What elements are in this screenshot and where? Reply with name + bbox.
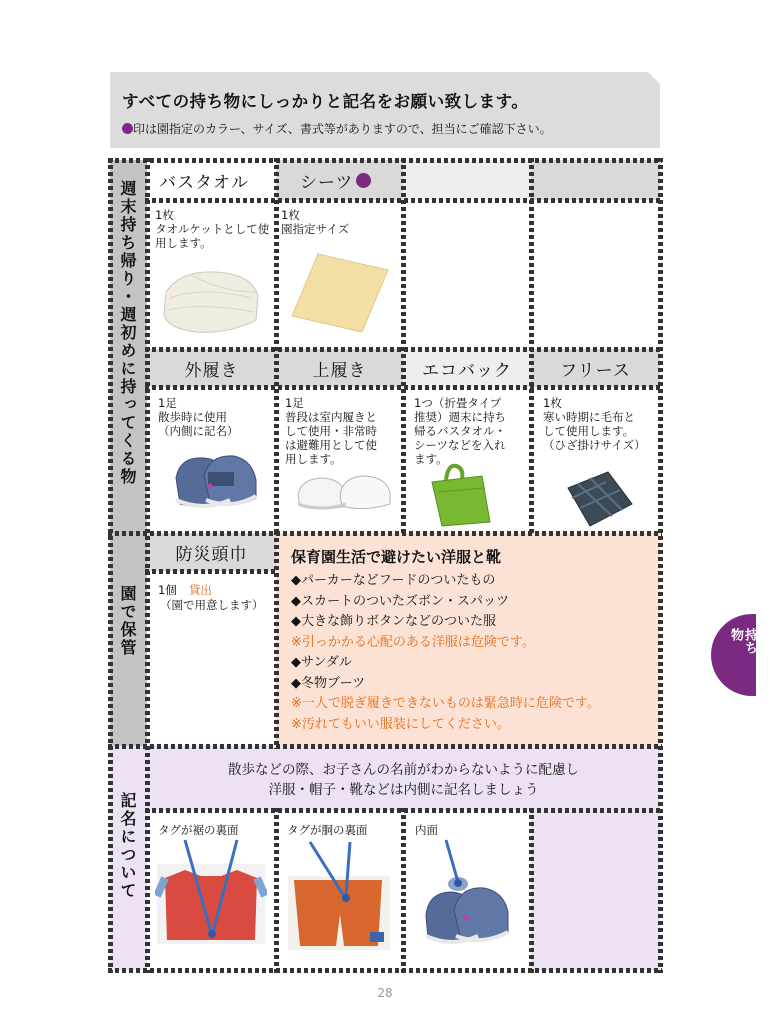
section-weekend-label: 週末持ち帰り・週初めに持ってくる物: [118, 180, 137, 486]
grid-line: [529, 158, 534, 536]
sheets-header: シーツ: [276, 160, 403, 200]
naming-label-waist: タグが胴の裏面: [287, 823, 368, 837]
indoor-shoes-header: 上履き: [276, 349, 403, 387]
sheets-description: 1枚 園指定サイズ: [281, 208, 350, 236]
naming-label-inside: 内面: [415, 823, 438, 837]
page-number: 28: [377, 986, 393, 1000]
indoor-shoes-description: 1足 普段は室内履きと して使用・非常時 は避難用として使 用します。: [285, 396, 377, 466]
avoid-item: ◆スカートのついたズボン・スパッツ: [291, 593, 509, 609]
empty-header-2: [531, 160, 660, 200]
grid-line: [401, 158, 406, 536]
avoid-item: ◆パーカーなどフードのついたもの: [291, 573, 496, 588]
empty-header-1: [403, 160, 531, 200]
grid-line: [529, 808, 534, 973]
hood-description: （園で用意します）: [160, 598, 264, 612]
avoid-warning: ※一人で脱ぎ履きできないものは緊急時に危険です。: [291, 696, 600, 711]
pants-tag-image: [286, 836, 392, 952]
designated-dot-icon: [122, 123, 133, 134]
avoid-list: [291, 571, 600, 735]
avoid-warning: ※引っかかる心配のある洋服は危険です。: [291, 634, 535, 650]
outdoor-shoes-header: 外履き: [147, 349, 276, 387]
grid-line: [108, 968, 662, 973]
grid-line: [145, 569, 278, 574]
shirt-tag-image: [155, 836, 267, 948]
fleece-image: [560, 470, 634, 528]
fleece-description: 1枚 寒い時期に毛布と して使用します。 （ひざ掛けサイズ）: [543, 396, 646, 452]
hood-quantity: 1個 貸出: [158, 583, 212, 597]
naming-instructions: 散歩などの際、お子さんの名前がわからないように配慮し 洋服・帽子・靴などは内側に記名しましょう: [228, 762, 579, 798]
grid-line: [274, 531, 279, 749]
section-daycare-label: 園で保管: [118, 585, 137, 657]
grid-line: [401, 808, 406, 973]
ecobag-image: [424, 462, 494, 528]
fleece-header: フリース: [531, 349, 660, 387]
grid-line: [274, 158, 279, 536]
avoid-item: ◆大きな飾りボタンなどのついた服: [291, 614, 496, 629]
naming-label-hem: タグが裾の裏面: [158, 823, 239, 837]
grid-line: [108, 158, 113, 973]
shoe-inside-image: [416, 836, 516, 958]
towel-image: [160, 262, 264, 338]
grid-line: [108, 158, 662, 163]
hood-header: 防災頭巾: [147, 533, 276, 571]
towel-description: 1枚 タオルケットとして使 用します。: [155, 208, 270, 250]
avoid-item: ◆冬物ブーツ: [291, 675, 366, 691]
section-tab[interactable]: [711, 614, 756, 696]
header-note: 印は園指定のカラー、サイズ、書式等がありますので、担当にご確認下さい。: [122, 120, 552, 137]
sheets-image: [288, 250, 392, 334]
grid-line: [145, 158, 150, 973]
ecobag-header: エコバック: [403, 349, 531, 387]
grid-line: [108, 531, 662, 536]
towel-header: バスタオル: [147, 160, 276, 200]
avoid-title: 保育園生活で避けたい洋服と靴: [291, 548, 502, 566]
avoid-item: ◆サンダル: [291, 655, 352, 670]
grid-line: [108, 744, 662, 749]
section-tab-label: 持ち 物: [728, 628, 757, 654]
grid-line: [658, 158, 663, 973]
indoor-shoes-image: [294, 470, 394, 514]
grid-line: [274, 808, 279, 973]
page-title: すべての持ち物にしっかりと記名をお願い致します。: [122, 92, 529, 111]
section-naming-label: 記名について: [118, 792, 137, 900]
avoid-warning: ※汚れてもいい服装にしてください。: [291, 716, 510, 732]
ecobag-description: 1つ（折畳タイプ 推奨）週末に持ち 帰るバスタオル・ シーツなどを入れ ます。: [414, 396, 506, 466]
outdoor-shoes-description: 1足 散歩時に使用 （内側に記名）: [158, 396, 239, 438]
designated-dot-icon: [356, 173, 371, 188]
outdoor-shoes-image: [170, 448, 260, 516]
